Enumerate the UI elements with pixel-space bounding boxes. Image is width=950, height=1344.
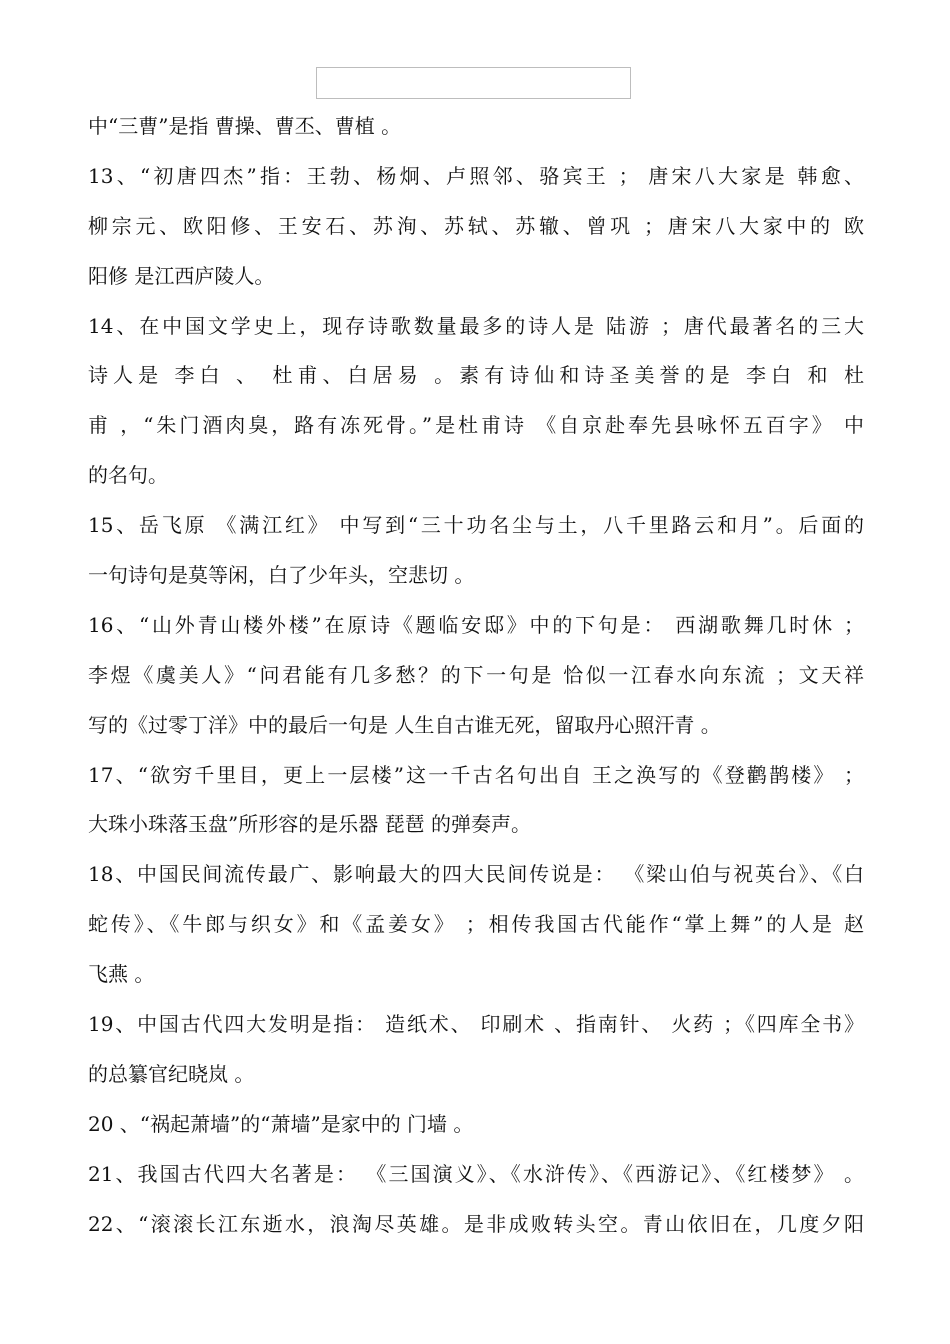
text-line: 大珠小珠落玉盘”所形容的是乐器 琵琶 的弹奏声。: [88, 812, 531, 837]
text-line: 14、在中国文学史上，现存诗歌数量最多的诗人是 陆游 ；唐代最著名的三大: [88, 313, 864, 338]
text-line: 李煜《虞美人》“问君能有几多愁？的下一句是 恰似一江春水向东流 ；文天祥: [88, 662, 864, 687]
text-line: 蛇传》、《牛郎与织女》和《孟姜女》 ；相传我国古代能作“掌上舞”的人是 赵: [88, 912, 864, 937]
text-line: 中“三曹”是指 曹操、曹丕、曹植 。: [88, 114, 402, 138]
text-line: 21、我国古代四大名著是： 《三国演义》、《水浒传》、《西游记》、《红楼梦》 。: [88, 1161, 864, 1186]
text-line: 13、“初唐四杰”指：王勃、杨炯、卢照邻、骆宾王 ； 唐宋八大家是 韩愈、: [88, 163, 864, 188]
text-line: 的总纂官纪晓岚 。: [88, 1061, 255, 1086]
text-line: 阳修 是江西庐陵人。: [88, 263, 275, 288]
text-line: 17、“欲穷千里目，更上一层楼”这一千古名句出自 王之涣写的《登鹳鹊楼》 ；: [88, 762, 864, 787]
text-line: 20 、“祸起萧墙”的“萧墙”是家中的 门墙 。: [88, 1111, 474, 1136]
document-body: [88, 108, 864, 1255]
text-line: 飞燕 。: [88, 962, 155, 987]
text-line: 的名句。: [88, 463, 168, 488]
text-line: 19、中国古代四大发明是指： 造纸术、 印刷术 、指南针、 火药 ；《四库全书》: [88, 1012, 864, 1037]
page-header-box: [316, 67, 631, 99]
text-line: 甫 ，“朱门酒肉臭，路有冻死骨。”是杜甫诗 《自京赴奉先县咏怀五百字》 中: [88, 413, 864, 438]
text-line: 18、中国民间流传最广、影响最大的四大民间传说是： 《梁山伯与祝英台》、《白: [88, 862, 864, 887]
text-line: 15、岳飞原 《满江红》 中写到“三十功名尘与土，八千里路云和月”。后面的: [88, 513, 864, 538]
text-line: 22、“滚滚长江东逝水，浪淘尽英雄。是非成败转头空。青山依旧在，几度夕阳: [88, 1211, 864, 1236]
text-line: 16、“山外青山楼外楼”在原诗《题临安邸》中的下句是： 西湖歌舞几时休 ；: [88, 612, 864, 637]
text-line: 一句诗句是莫等闲，白了少年头，空悲切 。: [88, 563, 475, 588]
text-line: 诗人是 李白 、 杜甫、白居易 。素有诗仙和诗圣美誉的是 李白 和 杜: [88, 363, 864, 388]
text-line: 柳宗元、欧阳修、王安石、苏洵、苏轼、苏辙、曾巩 ；唐宋八大家中的 欧: [88, 213, 864, 238]
text-line: 写的《过零丁洋》中的最后一句是 人生自古谁无死，留取丹心照汗青 。: [88, 712, 721, 737]
